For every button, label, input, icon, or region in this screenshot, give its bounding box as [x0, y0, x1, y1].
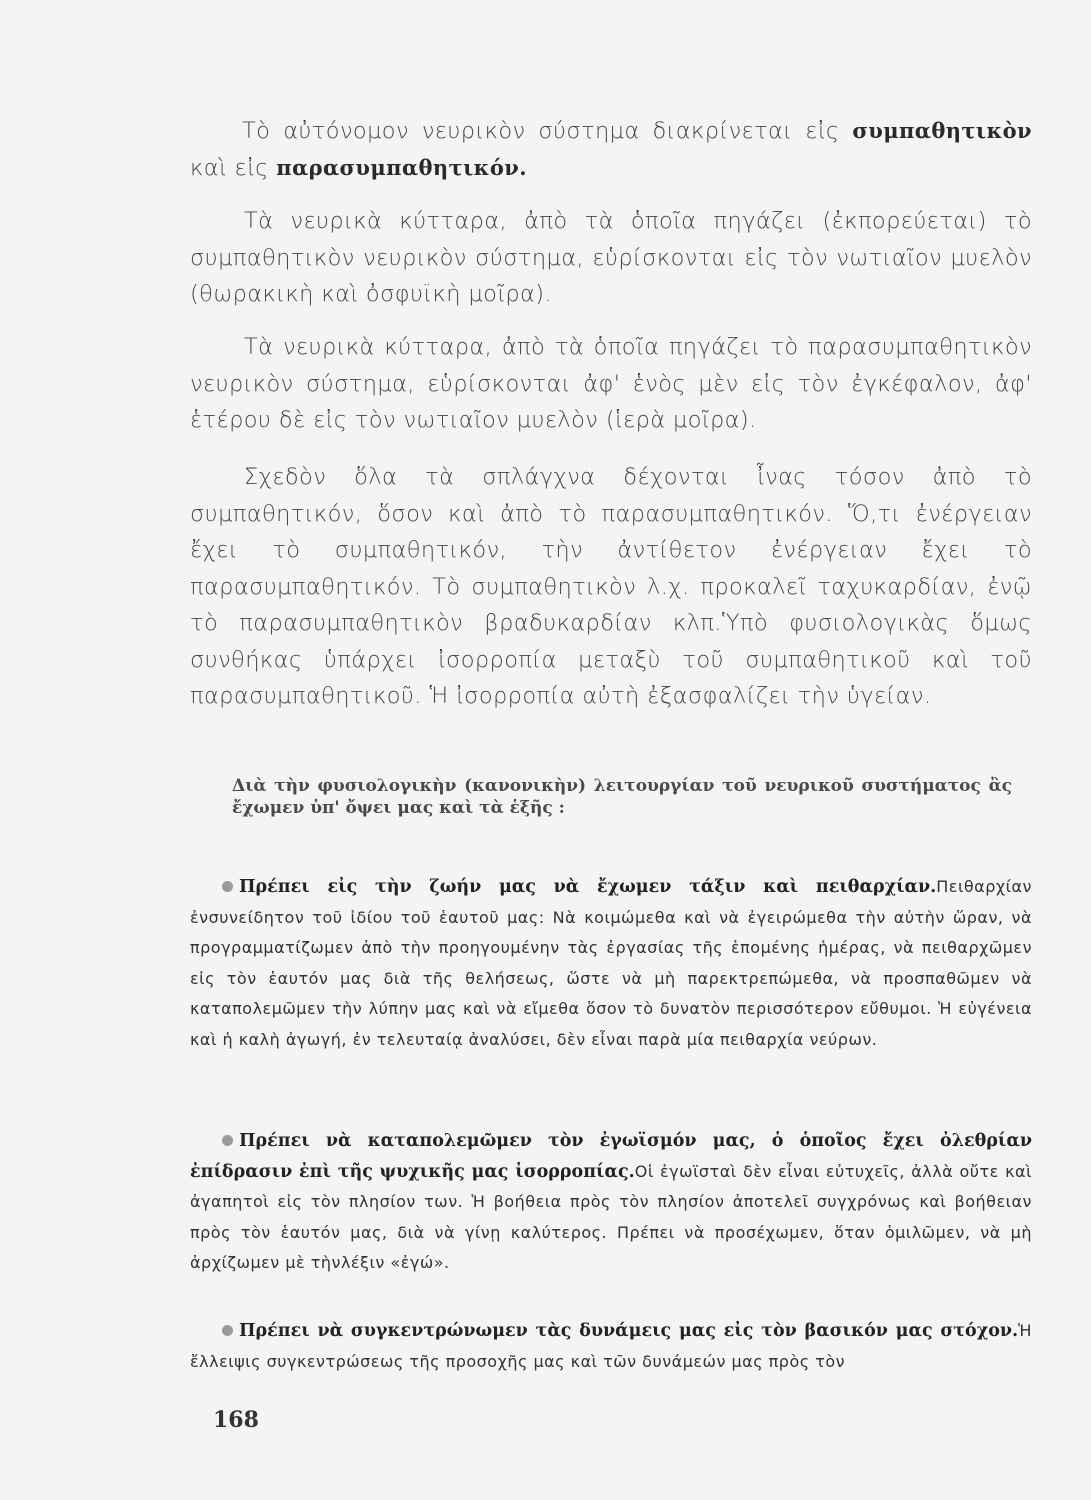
bullet-dot-icon: [222, 881, 233, 892]
para4-text: Σχεδὸν ὅλα τὰ σπλάγχνα δέχονται ἶνας τόσον ἀπὸ τὸ συμπαθητικόν, ὅσον καὶ ἀπὸ τὸ παρασυμπαθητικόν. Ὅ,τι ἐνέργειαν ἔχει τὸ συμπαθητικόν, τὴν ἀντίθετον ἐνέργειαν ἔχει τὸ παρασυμπαθητικόν. Τὸ συμπαθητικὸν λ.χ. προκαλεῖ ταχυκαρδίαν, ἐνῷ τὸ παρασυμπαθητικὸν βραδυκαρδίαν κλπ.Ὑπὸ φυσιολογικὰς ὅμως συνθήκας ὑπάρχει ἰσορροπία μεταξὺ τοῦ συμπαθητικοῦ καὶ τοῦ παρασυμπαθητικοῦ. Ἡ ἰσορροπία αὐτὴ ἐξασφαλίζει τὴν ὑγείαν.: [190, 464, 1032, 709]
paragraph-autonomic-system: [190, 113, 1032, 186]
bullet-lead: Πρέπει νὰ συγκεντρώνωμεν τὰς δυνάμεις μας εἰς τὸν βασικόν μας στόχον.: [239, 1321, 1019, 1341]
paragraph-balance: [190, 459, 1032, 715]
bullet-dot-icon: [222, 1325, 233, 1336]
bullet-item: [190, 1126, 1032, 1279]
bullet-text: Ἡ ἔλλειψις συγκεντρώσεως τῆς προσοχῆς μας καὶ τῶν δυνάμεών μας πρὸς τὸν: [190, 1321, 1032, 1371]
bullet-text: Πειθαρχίαν ἐνσυνείδητον τοῦ ἰδίου τοῦ ἑαυτοῦ μας: Νὰ κοιμώμεθα καὶ νὰ ἐγειρώμεθα τὴν αὐτὴν ὥραν, νὰ προγραμματίζωμεν ἀπὸ τὴν προηγουμένην τὰς ἐργασίας τῆς ἑπομένης ἡμέρας, νὰ πειθαρχῶμεν εἰς τὸν ἑαυτόν μας διὰ τῆς θελήσεως, ὥστε νὰ μὴ παρεκτρεπώμεθα, νὰ προσπαθῶμεν νὰ καταπολεμῶμεν τὴν λύπην μας καὶ νὰ εἴμεθα ὅσον τὸ δυνατὸν περισσότερον εὔθυμοι. Ἡ εὐγένεια καὶ ἡ καλὴ ἀγωγή, ἐν τελευταίᾳ ἀναλύσει, δὲν εἶναι παρὰ μία πειθαρχία νεύρων.: [190, 877, 1032, 1049]
bullet-text: Οἱ ἐγωϊσταὶ δὲν εἶναι εὐτυχεῖς, ἀλλὰ οὔτε καὶ ἀγαπητοὶ εἰς τὸν πλησίον των. Ἡ βοήθεια πρὸς τὸν πλησίον ἀποτελεῖ συγχρόνως καὶ βοήθειαν πρὸς τὸν ἑαυτόν μας, διὰ νὰ γίνῃ καλύτερος. Πρέπει νὰ προσέχωμεν, ὅταν ὁμιλῶμεν, νὰ μὴ ἀρχίζωμεν μὲ τὴνλέξιν «ἐγώ».: [190, 1161, 1033, 1272]
bullet-item: [190, 1316, 1032, 1377]
para1-text-2: καὶ εἰς: [190, 154, 277, 181]
section-subheading: Διὰ τὴν φυσιολογικὴν (κανονικὴν) λειτουργίαν τοῦ νευρικοῦ συστήματος ἂς ἔχωμεν ὑπ' ὄψει μας καὶ τὰ ἑξῆς :: [232, 776, 1012, 818]
term-parasympathetic: παρασυμπαθητικόν.: [276, 154, 527, 180]
paragraph-parasympathetic-cells: [190, 329, 1032, 439]
term-sympathetic: συμπαθητικὸν: [852, 118, 1032, 143]
page-number: 168: [213, 1407, 259, 1433]
para2-text: Τὰ νευρικὰ κύτταρα, ἀπὸ τὰ ὁποῖα πηγάζει (ἐκπορεύεται) τὸ συμπαθητικὸν νευρικὸν σύστημα, εὑρίσκονται εἰς τὸν νωτιαῖον μυελὸν (θωρακικὴ καὶ ὀσφυϊκὴ μοῖρα).: [190, 208, 1032, 307]
bullet-lead: Πρέπει εἰς τὴν ζωήν μας νὰ ἔχωμεν τάξιν καὶ πειθαρχίαν.: [239, 877, 937, 897]
bullet-lead: Πρέπει νὰ καταπολεμῶμεν τὸν ἐγωϊσμόν μας, ὁ ὁποῖος ἔχει ὀλεθρίαν ἐπίδρασιν ἐπὶ τῆς ψυχικῆς μας ἰσορροπίας.: [190, 1131, 1032, 1182]
para1-text: Τὸ αὐτόνομον νευρικὸν σύστημα διακρίνεται εἰς: [242, 118, 853, 144]
bullet-item: [190, 872, 1032, 1055]
bullet-dot-icon: [222, 1135, 233, 1146]
paragraph-sympathetic-cells: [190, 203, 1032, 313]
para3-text: Τὰ νευρικὰ κύτταρα, ἀπὸ τὰ ὁποῖα πηγάζει τὸ παρασυμπαθητικὸν νευρικὸν σύστημα, εὑρίσκονται ἀφ' ἑνὸς μὲν εἰς τὸν ἐγκέφαλον, ἀφ' ἑτέρου δὲ εἰς τὸν νωτιαῖον μυελὸν (ἱερὰ μοῖρα).: [190, 334, 1032, 433]
